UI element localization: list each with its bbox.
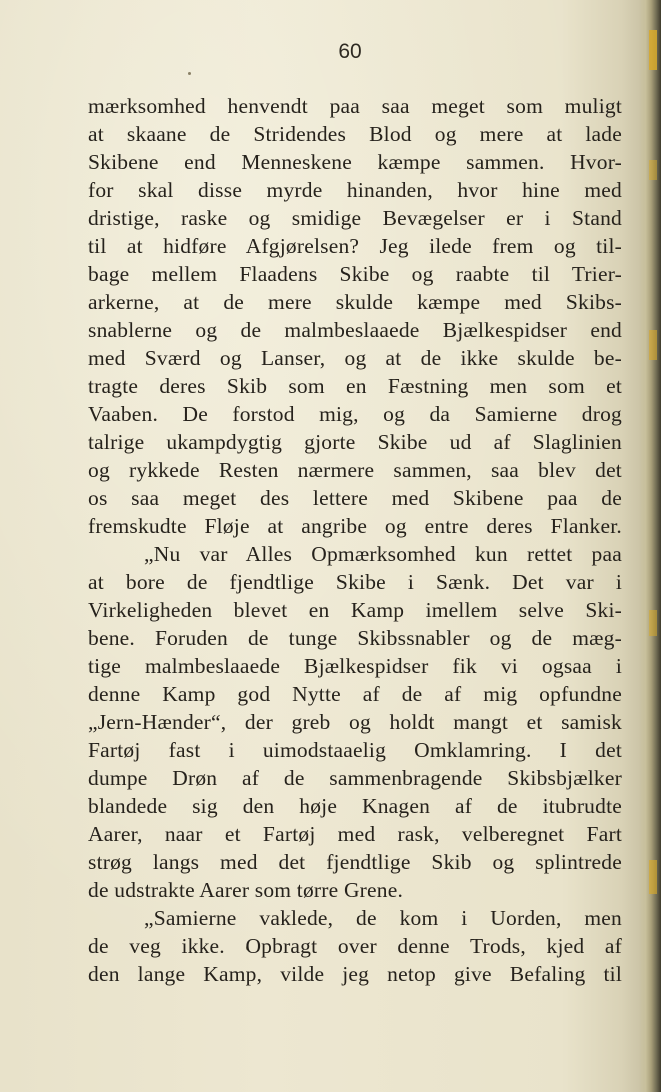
text-line: blandede sig den høje Knagen af de itubrudte <box>88 794 622 818</box>
text-line: dristige, raske og smidige Bevægelser er i Stand <box>88 206 622 230</box>
text-line: at bore de fjendtlige Skibe i Sænk. Det var i <box>88 570 622 594</box>
text-line: fremskudte Fløje at angribe og entre deres Flanker. <box>88 514 622 538</box>
text-line: tige malmbeslaaede Bjælkespidser fik vi ogsaa i <box>88 654 622 678</box>
text-line: bage mellem Flaadens Skibe og raabte til Trier- <box>88 262 622 286</box>
text-line: Virkeligheden blevet en Kamp imellem selve Ski- <box>88 598 622 622</box>
text-line: de veg ikke. Opbragt over denne Trods, kjed af <box>88 934 622 958</box>
text-line: „Nu var Alles Opmærksomhed kun rettet paa <box>144 542 622 566</box>
text-line: talrige ukampdygtig gjorte Skibe ud af Slaglinien <box>88 430 622 454</box>
text-line: at skaane de Stridendes Blod og mere at lade <box>88 122 622 146</box>
edge-color-mark <box>649 860 657 894</box>
text-line: „Jern-Hænder“, der greb og holdt mangt et samisk <box>88 710 622 734</box>
text-line: mærksomhed henvendt paa saa meget som muligt <box>88 94 622 118</box>
text-line: bene. Foruden de tunge Skibssnabler og de mæg- <box>88 626 622 650</box>
text-line: dumpe Drøn af de sammenbragende Skibsbjælker <box>88 766 622 790</box>
edge-color-mark <box>649 610 657 636</box>
body-text <box>88 92 622 988</box>
text-line: Vaaben. De forstod mig, og da Samierne drog <box>88 402 622 426</box>
edge-color-mark <box>649 330 657 360</box>
text-line: snablerne og de malmbeslaaede Bjælkespidser end <box>88 318 622 342</box>
text-line: arkerne, at de mere skulde kæmpe med Skibs- <box>88 290 622 314</box>
text-line: de udstrakte Aarer som tørre Grene. <box>88 878 404 902</box>
edge-color-mark <box>649 160 657 180</box>
text-line: til at hidføre Afgjørelsen? Jeg ilede frem og til- <box>88 234 622 258</box>
page-number: 60 <box>338 40 362 63</box>
text-line: strøg langs med det fjendtlige Skib og splintrede <box>88 850 622 874</box>
text-line: Aarer, naar et Fartøj med rask, velberegnet Fart <box>88 822 622 846</box>
text-line: med Sværd og Lanser, og at de ikke skulde be- <box>88 346 622 370</box>
text-line: „Samierne vaklede, de kom i Uorden, men <box>144 906 622 930</box>
text-line: og rykkede Resten nærmere sammen, saa blev det <box>88 458 622 482</box>
paper-speck <box>188 72 191 75</box>
text-line: os saa meget des lettere med Skibene paa de <box>88 486 622 510</box>
text-line: den lange Kamp, vilde jeg netop give Befaling til <box>88 962 622 986</box>
text-line: tragte deres Skib som en Fæstning men som et <box>88 374 622 398</box>
text-line: for skal disse myrde hinanden, hvor hine med <box>88 178 622 202</box>
text-line: Fartøj fast i uimodstaaelig Omklamring. I det <box>88 738 622 762</box>
text-line: Skibene end Menneskene kæmpe sammen. Hvor- <box>88 150 622 174</box>
text-line: denne Kamp god Nytte af de af mig opfundne <box>88 682 622 706</box>
page-edge-shadow <box>639 0 661 1092</box>
